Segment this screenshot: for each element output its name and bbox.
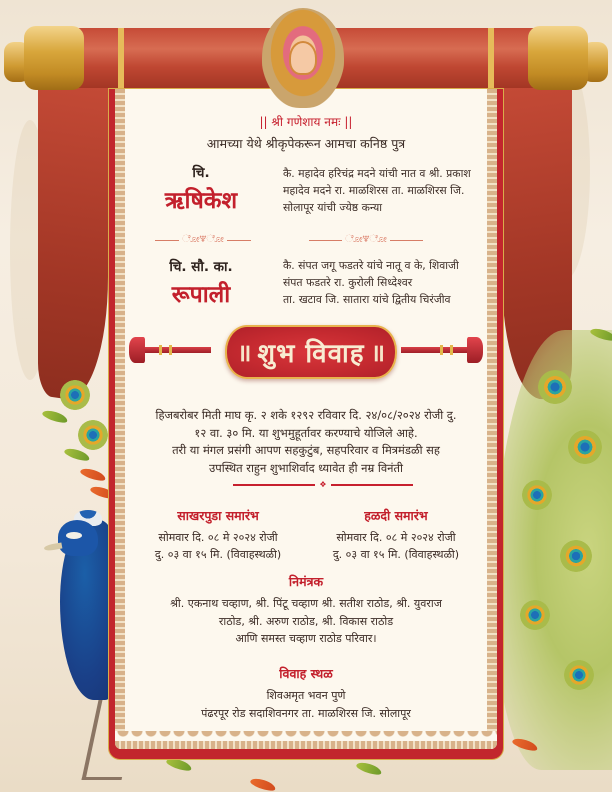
peacock-feather-icon: [520, 600, 550, 630]
shubh-vivah-banner: [225, 325, 397, 379]
peacock-feather-icon: [564, 660, 594, 690]
shehnai-trumpet-icon: [397, 337, 483, 365]
intro-text: आमच्या येथे श्रीकृपेकरून आमचा कनिष्ठ पुत्र: [206, 136, 406, 151]
peacock-feather-icon: [78, 420, 108, 450]
banner-bars-right: ॥: [370, 338, 385, 367]
lace-border-left: [115, 89, 125, 731]
leaf-icon: [355, 760, 383, 777]
groom-prefix: चि.: [192, 165, 210, 181]
lace-border-bottom: [115, 731, 497, 749]
event-line: दु. ०३ वा १५ मि. (विवाहस्थळी): [332, 548, 460, 561]
shubh-vivah-banner-area: [133, 321, 479, 385]
venue-title: विवाह स्थळ: [279, 666, 333, 681]
invocation-text: || श्री गणेशाय नमः ||: [259, 115, 353, 129]
ganesha-icon: [262, 8, 344, 108]
venue-line: शिवअमृत भवन पुणे: [266, 689, 346, 702]
leaf-icon: [249, 776, 277, 792]
groom-name: ऋषिकेश: [164, 188, 238, 214]
divider-ornament-icon: ❖: [319, 480, 327, 489]
invitation-content: [133, 89, 479, 729]
hosts-line: राठोड, श्री. अरुण राठोड, श्री. विकास राठोड: [218, 614, 394, 628]
event-line: दु. ०३ वा १५ मि. (विवाहस्थळी): [154, 548, 282, 561]
venue-line: पंढरपूर रोड सदाशिवनगर ता. माळशिरस जि. सोलापूर: [201, 706, 411, 720]
event-line: सोमवार दि. ०८ मे २०२४ रोजी: [158, 531, 278, 544]
detail-line: महादेव मदने रा. माळशिरस ता. माळशिरस जि.: [283, 184, 465, 197]
leaf-icon: [41, 408, 69, 425]
shehnai-trumpet-icon: [129, 337, 215, 365]
banner-bars-left: ॥: [237, 338, 252, 367]
scroll-band: [488, 28, 494, 88]
hosts-line: आणि समस्त चव्हाण राठोड परिवार।: [235, 632, 377, 645]
venue-section: [133, 665, 479, 722]
hosts-title: निमंत्रक: [288, 574, 324, 589]
red-drapery-left: [38, 75, 108, 405]
invitation-card: [108, 88, 504, 760]
muhurat-paragraph: [133, 407, 479, 477]
bride-prefix: चि. सौ. का.: [169, 259, 233, 275]
event-haldi: [313, 507, 479, 563]
peacock-feather-icon: [538, 370, 572, 404]
scroll-cap-right: [528, 26, 588, 90]
event-title: साखरपुडा समारंभ: [177, 508, 259, 523]
event-line: सोमवार दि. ०८ मे २०२४ रोजी: [336, 531, 456, 544]
event-engagement: [133, 507, 299, 563]
detail-line: कै. संपत जगू फडतरे यांचे नातू व के, शिवाजी: [283, 259, 459, 272]
scroll-cap-left: [24, 26, 84, 90]
muhurat-line: उपस्थित राहुन शुभाशिर्वाद ध्यावेत ही नम्र विनंती: [209, 460, 403, 475]
events-row: [133, 507, 479, 563]
peacock-feather-icon: [568, 430, 602, 464]
bride-family-detail: [283, 257, 479, 308]
bride-name-block: [133, 257, 269, 309]
peacock-eye: [66, 532, 82, 539]
peacock-feather-icon: [60, 380, 90, 410]
groom-name-block: [133, 163, 269, 215]
ganesha-face: [289, 41, 317, 75]
peacock-beak: [44, 542, 63, 551]
muhurat-line: १२ वा. ३० मि. या शुभमुहूर्तावर करण्याचे योजिले आहे.: [194, 425, 418, 440]
flourish-icon: ೋ♆ೋ: [182, 234, 224, 245]
peacock-feather-icon: [522, 480, 552, 510]
detail-line: सोलापूर यांची ज्येष्ठ कन्या: [283, 201, 383, 214]
muhurat-line: तरी या मंगल प्रसंगी आपण सहकुटुंब, सहपरिवार व मित्रमंडळी सह: [172, 443, 440, 457]
muhurat-line: हिजबरोबर मिती माघ कृ. २ शके १२९२ रविवार दि. २४/०८/२०२४ रोजी दु.: [155, 408, 457, 422]
invitation-paper: [115, 89, 497, 749]
groom-family-detail: [283, 165, 479, 216]
flourish-icon: ೋ♆ೋ: [345, 234, 387, 245]
scroll-band: [118, 28, 124, 88]
flourish-divider: [155, 235, 251, 245]
banner-title: शुभ विवाह: [257, 339, 365, 369]
detail-line: कै. महादेव हरिचंद्र मदने यांची नात व श्री. प्रकाश: [283, 167, 471, 180]
flourish-divider: [309, 235, 423, 245]
event-title: हळदी समारंभ: [364, 508, 428, 523]
bride-name: रूपाली: [171, 282, 231, 308]
peacock-feather-icon: [560, 540, 592, 572]
hosts-line: श्री. एकनाथ चव्हाण, श्री. पिंटू चव्हाण श्री. सतीश राठोड, श्री. युवराज: [170, 597, 442, 610]
detail-line: संपत फडतरे रा. कुरोली सिध्देश्वर: [283, 276, 413, 289]
lace-border-right: [487, 89, 497, 731]
ornamental-divider: [233, 481, 413, 489]
leaf-icon: [79, 466, 107, 483]
hosts-section: [133, 573, 479, 648]
detail-line: ता. खटाव जि. सातारा यांचे द्वितीय चिरंजीव: [283, 293, 451, 306]
